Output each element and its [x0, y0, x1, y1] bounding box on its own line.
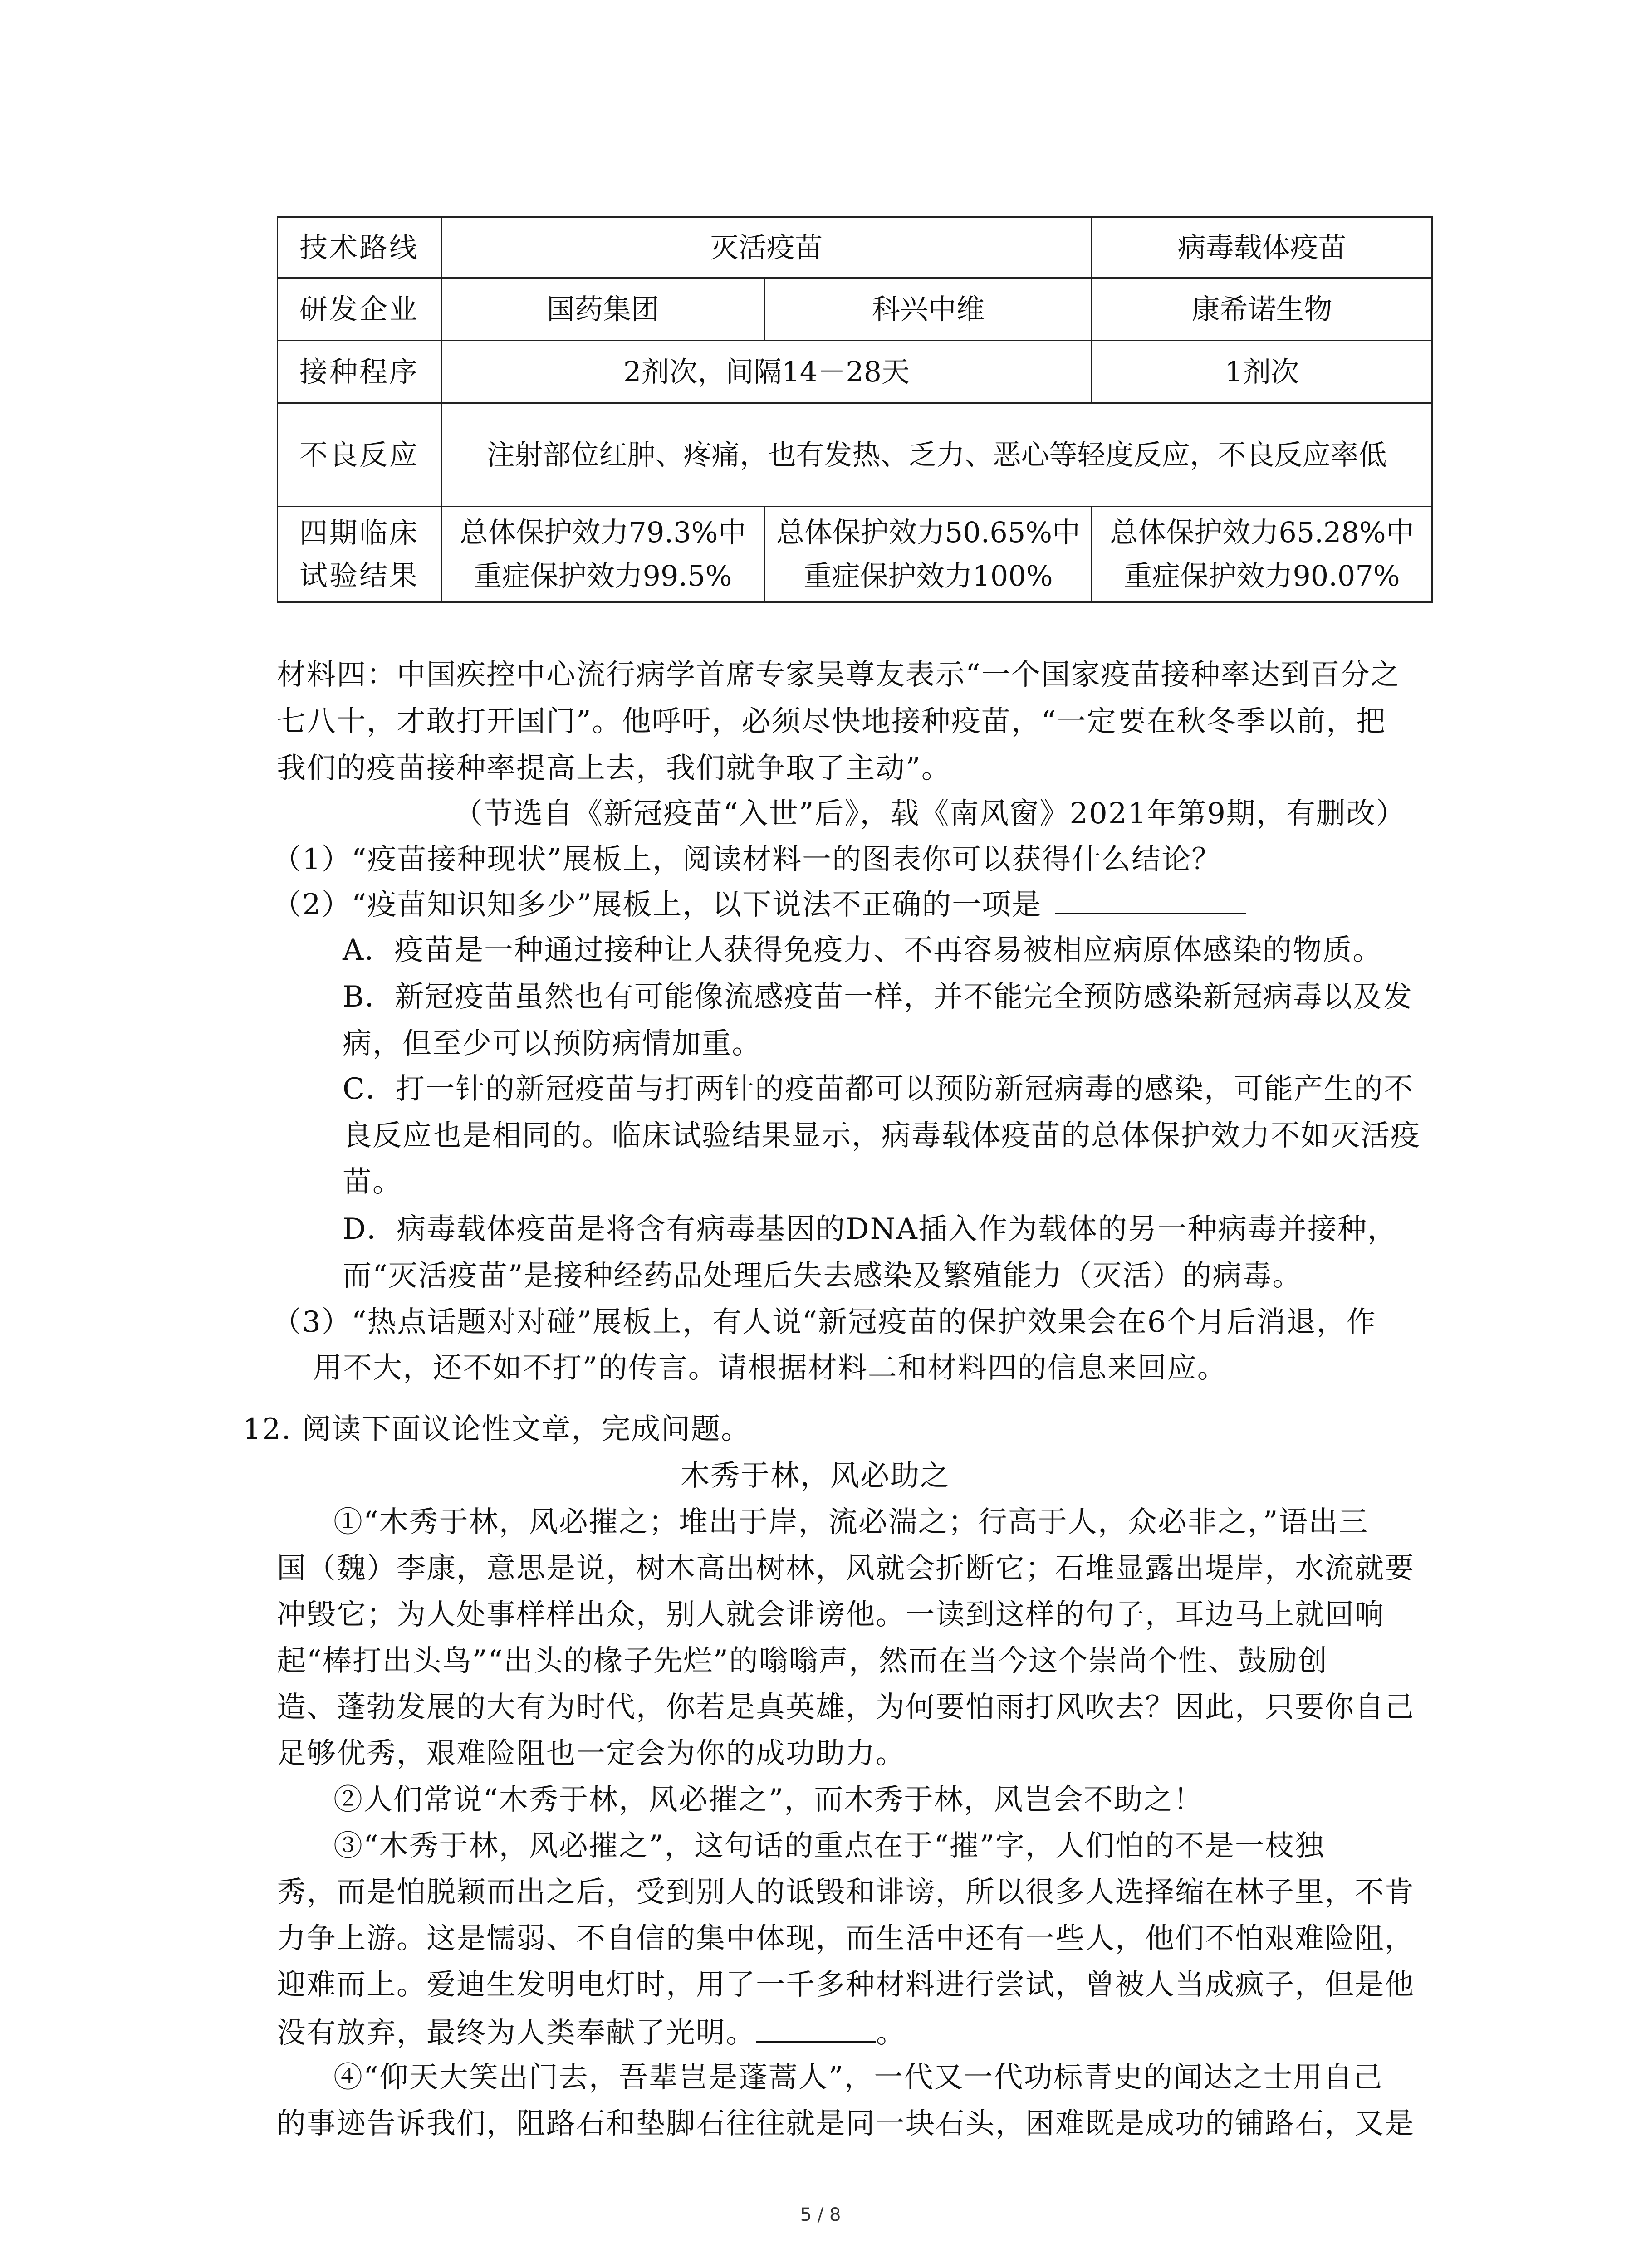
question-1: （1）“疫苗接种现状”展板上，阅读材料一的图表你可以获得什么结论？ — [272, 843, 1222, 876]
option-d-cont: 而“灭活疫苗”是接种经药品处理后失去感染及繁殖能力（灭活）的病毒。 — [343, 1259, 1303, 1293]
table-cell — [441, 507, 765, 602]
paragraph-text: 。 — [876, 2016, 906, 2050]
answer-blank[interactable] — [1055, 881, 1246, 914]
cell-line: 总体保护效力50.65%中 — [776, 516, 1081, 549]
paragraph-line: 足够优秀，艰难险阻也一定会为你的成功助力。 — [277, 1737, 906, 1770]
table-cell: 1剂次 — [1092, 341, 1432, 403]
table-row — [278, 278, 1432, 341]
question-3: （3）“热点话题对对碰”展板上，有人说“新冠疫苗的保护效果会在6个月后消退，作 — [272, 1305, 1376, 1339]
cell-line: 重症保护效力100% — [803, 559, 1053, 592]
vaccine-comparison-table — [277, 216, 1433, 603]
cell-line: 重症保护效力99.5% — [474, 559, 732, 592]
paragraph-line: 迎难而上。爱迪生发明电灯时，用了一千多种材料进行尝试，曾被人当成疯子，但是他 — [277, 1968, 1415, 2002]
option-b-cont: 病，但至少可以预防病情加重。 — [343, 1027, 762, 1061]
fill-in-blank[interactable] — [756, 2009, 876, 2043]
question-2-text: （2）“疫苗知识知多少”展板上，以下说法不正确的一项是 — [272, 888, 1042, 922]
table-cell: 不良反应 — [278, 403, 441, 507]
table-row — [278, 507, 1432, 602]
table-cell: 病毒载体疫苗 — [1092, 217, 1432, 278]
option-c: C．打一针的新冠疫苗与打两针的疫苗都可以预防新冠病毒的感染，可能产生的不 — [343, 1072, 1414, 1106]
table-cell: 技术路线 — [278, 217, 441, 278]
paragraph-text: 没有放弃，最终为人类奉献了光明。 — [277, 2016, 756, 2050]
paragraph-line: ③“木秀于林，风必摧之”，这句话的重点在于“摧”字，人们怕的不是一枝独 — [333, 1829, 1325, 1863]
question-12-intro: 12. 阅读下面议论性文章，完成问题。 — [243, 1413, 751, 1446]
paragraph-line: ②人们常说“木秀于林，风必摧之”，而木秀于林，风岂会不助之！ — [333, 1783, 1204, 1817]
material4-line: 我们的疫苗接种率提高上去，我们就争取了主动”。 — [277, 752, 951, 785]
table-cell: 研发企业 — [278, 278, 441, 341]
table-cell: 灭活疫苗 — [441, 217, 1092, 278]
paragraph-line: 的事迹告诉我们，阻路石和垫脚石往往就是同一块石头，困难既是成功的铺路石，又是 — [277, 2107, 1415, 2141]
option-d: D．病毒载体疫苗是将含有病毒基因的DNA插入作为载体的另一种病毒并接种， — [343, 1212, 1397, 1246]
table-cell: 国药集团 — [441, 278, 765, 341]
paragraph-line: ①“木秀于林，风必摧之；堆出于岸，流必湍之；行高于人，众必非之，”语出三 — [333, 1505, 1369, 1539]
option-a: A．疫苗是一种通过接种让人获得免疫力、不再容易被相应病原体感染的物质。 — [343, 934, 1383, 967]
table-cell: 注射部位红肿、疼痛，也有发热、乏力、恶心等轻度反应，不良反应率低 — [441, 403, 1432, 507]
table-cell — [765, 507, 1092, 602]
question-3-cont: 用不大，还不如不打”的传言。请根据材料二和材料四的信息来回应。 — [313, 1351, 1227, 1385]
paragraph-line: 力争上游。这是懦弱、不自信的集中体现，而生活中还有一些人，他们不怕艰难险阻， — [277, 1922, 1415, 1955]
table-row — [278, 341, 1432, 403]
cell-line: 总体保护效力65.28%中 — [1110, 516, 1414, 549]
table-cell: 科兴中维 — [765, 278, 1092, 341]
question-2 — [272, 881, 1246, 927]
material4-line: 七八十，才敢打开国门”。他呼吁，必须尽快地接种疫苗，“一定要在秋冬季以前，把 — [277, 705, 1386, 738]
page-number: 5 / 8 — [800, 2204, 841, 2225]
source-citation: （节选自《新冠疫苗“入世”后》，载《南风窗》2021年第9期，有删改） — [454, 797, 1406, 831]
paragraph-line: ④“仰天大笑出门去，吾辈岂是蓬蒿人”，一代又一代功标青史的闻达之士用自己 — [333, 2061, 1383, 2094]
option-c-cont: 良反应也是相同的。临床试验结果显示，病毒载体疫苗的总体保护效力不如灭活疫 — [343, 1119, 1421, 1153]
paragraph-line — [277, 2009, 906, 2055]
cell-line: 重症保护效力90.07% — [1124, 559, 1400, 592]
paragraph-line: 冲毁它；为人处事样样出众，别人就会诽谤他。一读到这样的句子，耳边马上就回响 — [277, 1598, 1385, 1632]
option-c-cont: 苗。 — [343, 1165, 402, 1199]
table-cell: 2剂次，间隔14－28天 — [441, 341, 1092, 403]
paragraph-line: 造、蓬勃发展的大有为时代，你若是真英雄，为何要怕雨打风吹去？因此，只要你自己 — [277, 1691, 1415, 1724]
table-cell: 接种程序 — [278, 341, 441, 403]
option-b: B．新冠疫苗虽然也有可能像流感疫苗一样，并不能完全预防感染新冠病毒以及发 — [343, 980, 1413, 1014]
table-row — [278, 217, 1432, 278]
paragraph-line: 秀，而是怕脱颖而出之后，受到别人的诋毁和诽谤，所以很多人选择缩在林子里，不肯 — [277, 1876, 1415, 1909]
table-cell — [1092, 507, 1432, 602]
material4-line: 材料四：中国疾控中心流行病学首席专家吴尊友表示“一个国家疫苗接种率达到百分之 — [277, 658, 1401, 692]
table-cell: 四期临床试验结果 — [278, 507, 441, 602]
paragraph-line: 国（魏）李康，意思是说，树木高出树林，风就会折断它；石堆显露出堤岸，水流就要 — [277, 1552, 1415, 1585]
table-cell: 康希诺生物 — [1092, 278, 1432, 341]
table-row — [278, 403, 1432, 507]
paragraph-line: 起“棒打出头鸟”“出头的椽子先烂”的嗡嗡声，然而在当今这个崇尚个性、鼓励创 — [277, 1644, 1328, 1678]
essay-title: 木秀于林，风必助之 — [681, 1459, 950, 1493]
cell-line: 总体保护效力79.3%中 — [460, 516, 746, 549]
